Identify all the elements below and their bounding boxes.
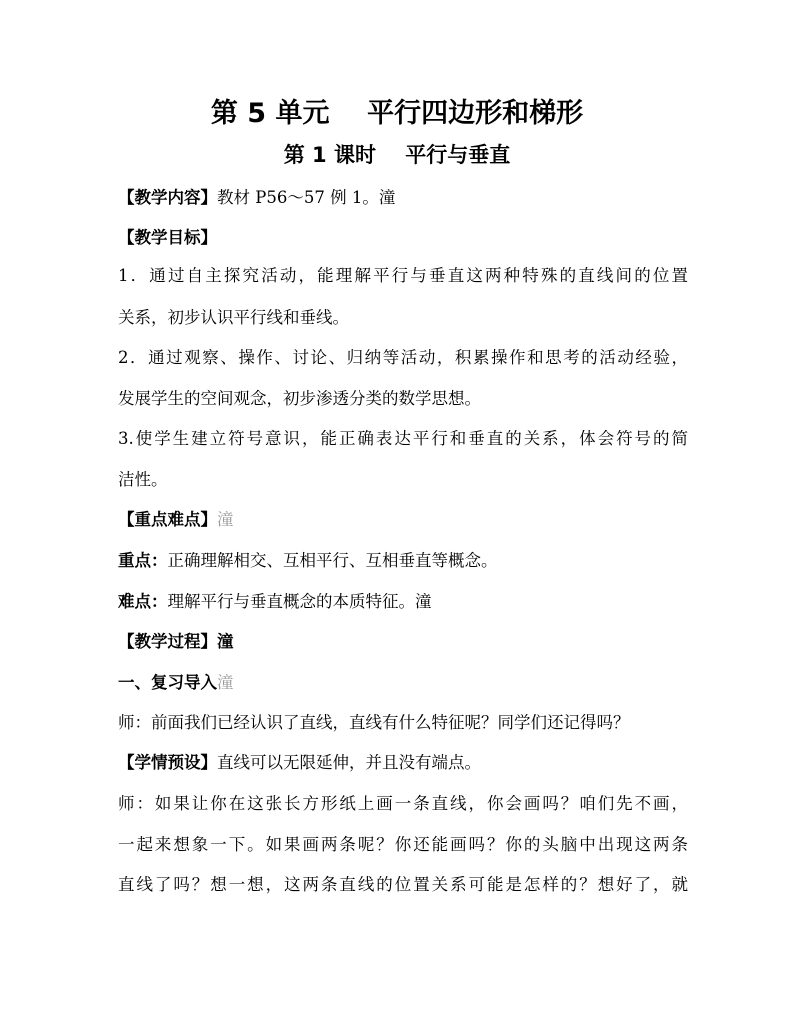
focus-label: 重点：: [118, 551, 168, 570]
section-1-line: [118, 671, 688, 695]
teaching-content-label: 【教学内容】: [118, 188, 217, 207]
focus-text: 正确理解相交、互相平行、互相垂直等概念。: [167, 551, 498, 570]
goal-1-line-2: 关系，初步认识平行线和垂线。: [118, 308, 349, 327]
teaching-goals-label: 【教学目标】: [118, 228, 217, 247]
ghost-mark: 潼: [217, 673, 234, 692]
goal-2-line-2: 发展学生的空间观念，初步渗透分类的数学思想。: [118, 389, 481, 408]
difficulty-label: 难点：: [118, 592, 168, 611]
teaching-process-line: [118, 630, 688, 654]
key-points-line: [118, 508, 688, 532]
difficulty-line: [118, 590, 688, 614]
goal-2-line-1: 2．通过观察、操作、讨论、归纳等活动，积累操作和思考的活动经验，: [118, 348, 688, 367]
difficulty-text: 理解平行与垂直概念的本质特征。: [167, 592, 415, 611]
preset-text: 直线可以无限延伸，并且没有端点。: [217, 753, 481, 772]
ghost-mark: 潼: [217, 510, 234, 529]
preset-label: 【学情预设】: [118, 753, 217, 772]
teacher-line-3: 一起来想象一下。如果画两条呢？你还能画吗？你的头脑中出现这两条: [118, 835, 688, 854]
teacher-line-2: 师：如果让你在这张长方形纸上画一条直线，你会画吗？咱们先不画，: [118, 794, 688, 813]
ghost-mark: 潼: [415, 592, 432, 611]
goal-1-line-1: 1．通过自主探究活动，能理解平行与垂直这两种特殊的直线间的位置: [118, 266, 688, 285]
focus-line: [118, 549, 688, 573]
goal-3-line-1: 3.使学生建立符号意识，能正确表达平行和垂直的关系，体会符号的简: [118, 429, 688, 448]
teaching-process-label: 【教学过程】: [118, 632, 217, 651]
ghost-mark: 潼: [378, 188, 396, 207]
preset-line: [118, 751, 688, 775]
teacher-line-1: 师：前面我们已经认识了直线，直线有什么特征呢？同学们还记得吗？: [118, 713, 630, 732]
teacher-line-4: 直线了吗？想一想，这两条直线的位置关系可能是怎样的？想好了，就: [118, 875, 688, 894]
lesson-title: 第 1 课时 平行与垂直: [283, 143, 511, 167]
key-points-label: 【重点难点】: [118, 510, 217, 529]
goal-3-line-2: 洁性。: [118, 470, 168, 489]
teaching-content-line: [118, 186, 688, 210]
teaching-content-text: 教材 P56～57 例 1。: [217, 188, 379, 207]
ghost-mark: 潼: [217, 632, 234, 651]
unit-title: 第 5 单元 平行四边形和梯形: [210, 98, 584, 129]
section-1-heading: 一、复习导入: [118, 673, 217, 692]
